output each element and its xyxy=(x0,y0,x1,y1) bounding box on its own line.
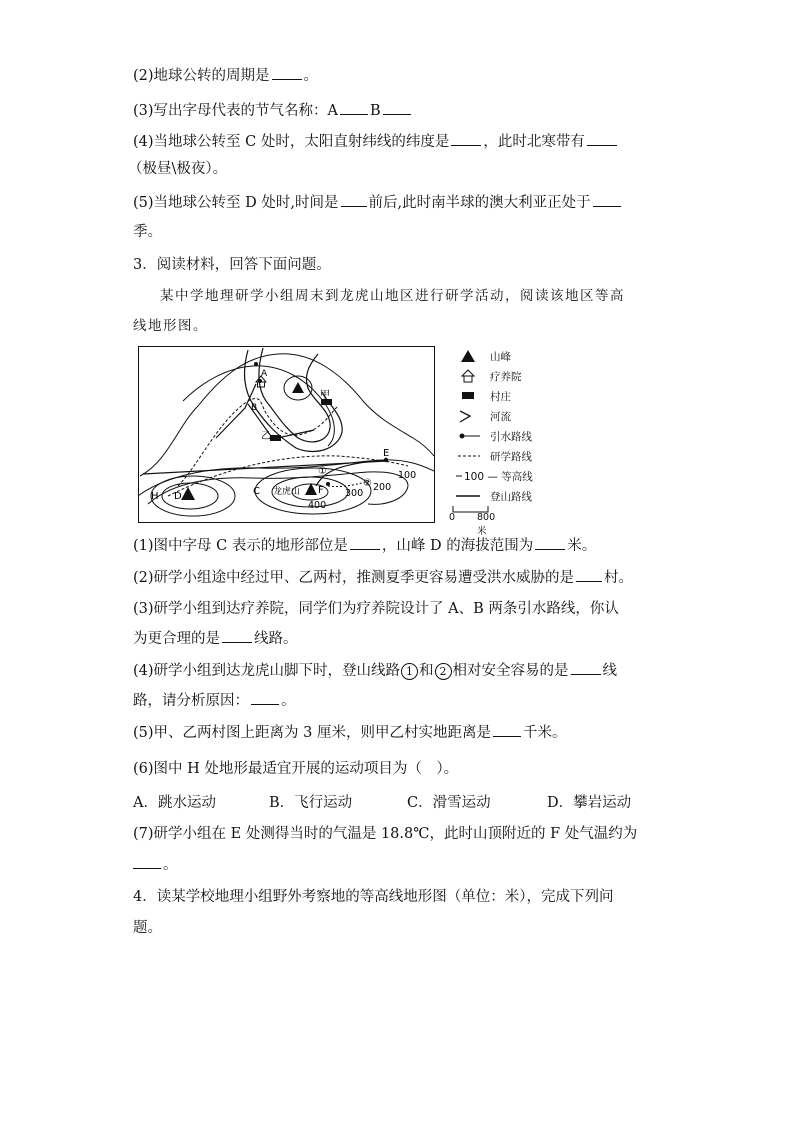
q3-line-5: (5)甲、乙两村图上距离为 3 厘米，则甲乙村实地距离是 千米。 xyxy=(133,722,566,743)
water-route-icon xyxy=(456,428,480,444)
option-a[interactable]: A．跳水运动 xyxy=(133,795,216,811)
answer-blank[interactable] xyxy=(576,567,602,582)
q3-material-2: 线地形图。 xyxy=(133,318,208,334)
peak-icon xyxy=(456,348,480,364)
answer-blank[interactable] xyxy=(272,65,302,80)
q3-options xyxy=(133,793,631,813)
answer-blank[interactable] xyxy=(535,535,565,550)
answer-blank[interactable] xyxy=(571,660,601,675)
q2-line-5a: (5)当地球公转至 D 处时,时间是 前后,此时南半球的澳大利亚正处于 xyxy=(133,192,623,213)
contour-label-300: 300 xyxy=(345,488,364,499)
study-route-icon xyxy=(456,448,480,464)
contour-map xyxy=(138,346,435,523)
q4-line-2: 题。 xyxy=(133,920,162,936)
village-icon xyxy=(270,435,281,441)
route-2-circle: 2 xyxy=(435,663,452,680)
q2-text-2: (2)地球公转的周期是 xyxy=(133,68,270,84)
q3-line-6: (6)图中 H 处地形最适宜开展的运动项目为（ ）。 xyxy=(133,761,459,777)
answer-blank[interactable] xyxy=(133,854,161,869)
map-label-b: B xyxy=(251,403,258,413)
answer-blank[interactable] xyxy=(587,131,617,146)
answer-blank[interactable] xyxy=(340,100,368,115)
contour-label-100: 100 xyxy=(398,470,417,481)
map-label-f: F xyxy=(318,485,324,496)
q3-line-3a: (3)研学小组到达疗养院，同学们为疗养院设计了 A、B 两条引水路线，你认 xyxy=(133,601,619,617)
q3-line-4a: (4)研学小组到达龙虎山脚下时，登山线路 1 和 2 相对安全容易的是 线 xyxy=(133,660,617,681)
map-label-longhushan: 龙虎山 xyxy=(273,487,301,497)
answer-blank[interactable] xyxy=(451,131,481,146)
route-label-1: ① xyxy=(318,466,327,477)
map-label-h: H xyxy=(151,491,159,502)
q2-line-4b: （极昼\极夜）。 xyxy=(128,161,228,177)
q3-header: 3．阅读材料，回答下面问题。 xyxy=(133,257,331,273)
map-legend: 山峰 疗养院 村庄 河流 引水路线 研学路线 100 — 等高线 登山路线 0 800米 xyxy=(452,346,562,526)
answer-blank[interactable] xyxy=(383,100,411,115)
option-c[interactable]: C．滑雪运动 xyxy=(407,795,491,811)
map-label-yi: 乙 xyxy=(261,431,271,442)
river-icon xyxy=(456,408,480,424)
answer-blank[interactable] xyxy=(341,192,367,207)
q3-line-7b: 。 xyxy=(133,854,178,875)
q3-material-1: 某中学地理研学小组周末到龙虎山地区进行研学活动，阅读该地区等高 xyxy=(160,288,625,304)
q3-line-7a: (7)研学小组在 E 处测得当时的气温是 18.8℃，此时山顶附近的 F 处气温约为 xyxy=(133,826,638,842)
answer-blank[interactable] xyxy=(251,690,279,705)
answer-blank[interactable] xyxy=(493,722,521,737)
answer-blank[interactable] xyxy=(593,192,621,207)
q2-line-5b: 季。 xyxy=(133,224,162,240)
village-icon xyxy=(456,388,480,404)
climb-route-icon xyxy=(456,488,480,504)
route-label-2: ② xyxy=(363,478,372,489)
q2-line-2: (2)地球公转的周期是 。 xyxy=(133,65,318,86)
q3-line-4b: 路，请分析原因： 。 xyxy=(133,690,296,711)
q3-line-1: (1)图中字母 C 表示的地形部位是 ，山峰 D 的海拔范围为 米。 xyxy=(133,535,596,556)
q2-line-3: (3)写出字母代表的节气名称：A B xyxy=(133,100,413,121)
option-d[interactable]: D．攀岩运动 xyxy=(547,795,632,811)
sanatorium-icon xyxy=(456,368,480,384)
route-1-circle: 1 xyxy=(401,663,418,680)
map-label-c: C xyxy=(253,486,260,497)
contour-label-200: 200 xyxy=(373,482,392,493)
q2-line-4a: (4)当地球公转至 C 处时，太阳直射纬线的纬度是 ，此时北寒带有 xyxy=(133,131,619,152)
answer-blank[interactable] xyxy=(222,628,252,643)
q3-line-2: (2)研学小组途中经过甲、乙两村，推测夏季更容易遭受洪水威胁的是 村。 xyxy=(133,567,633,588)
option-b[interactable]: B．飞行运动 xyxy=(269,795,353,811)
map-label-jia: 甲 xyxy=(320,390,330,401)
answer-blank[interactable] xyxy=(350,535,380,550)
map-label-e: E xyxy=(383,448,390,459)
map-label-a: A xyxy=(261,369,268,379)
q3-line-3b: 为更合理的是 线路。 xyxy=(133,628,298,649)
q4-line-1: 4．读某学校地理小组野外考察地的等高线地形图（单位：米），完成下列问 xyxy=(133,889,614,905)
contour-label-400: 400 xyxy=(308,500,327,511)
map-label-d: D xyxy=(174,491,182,502)
